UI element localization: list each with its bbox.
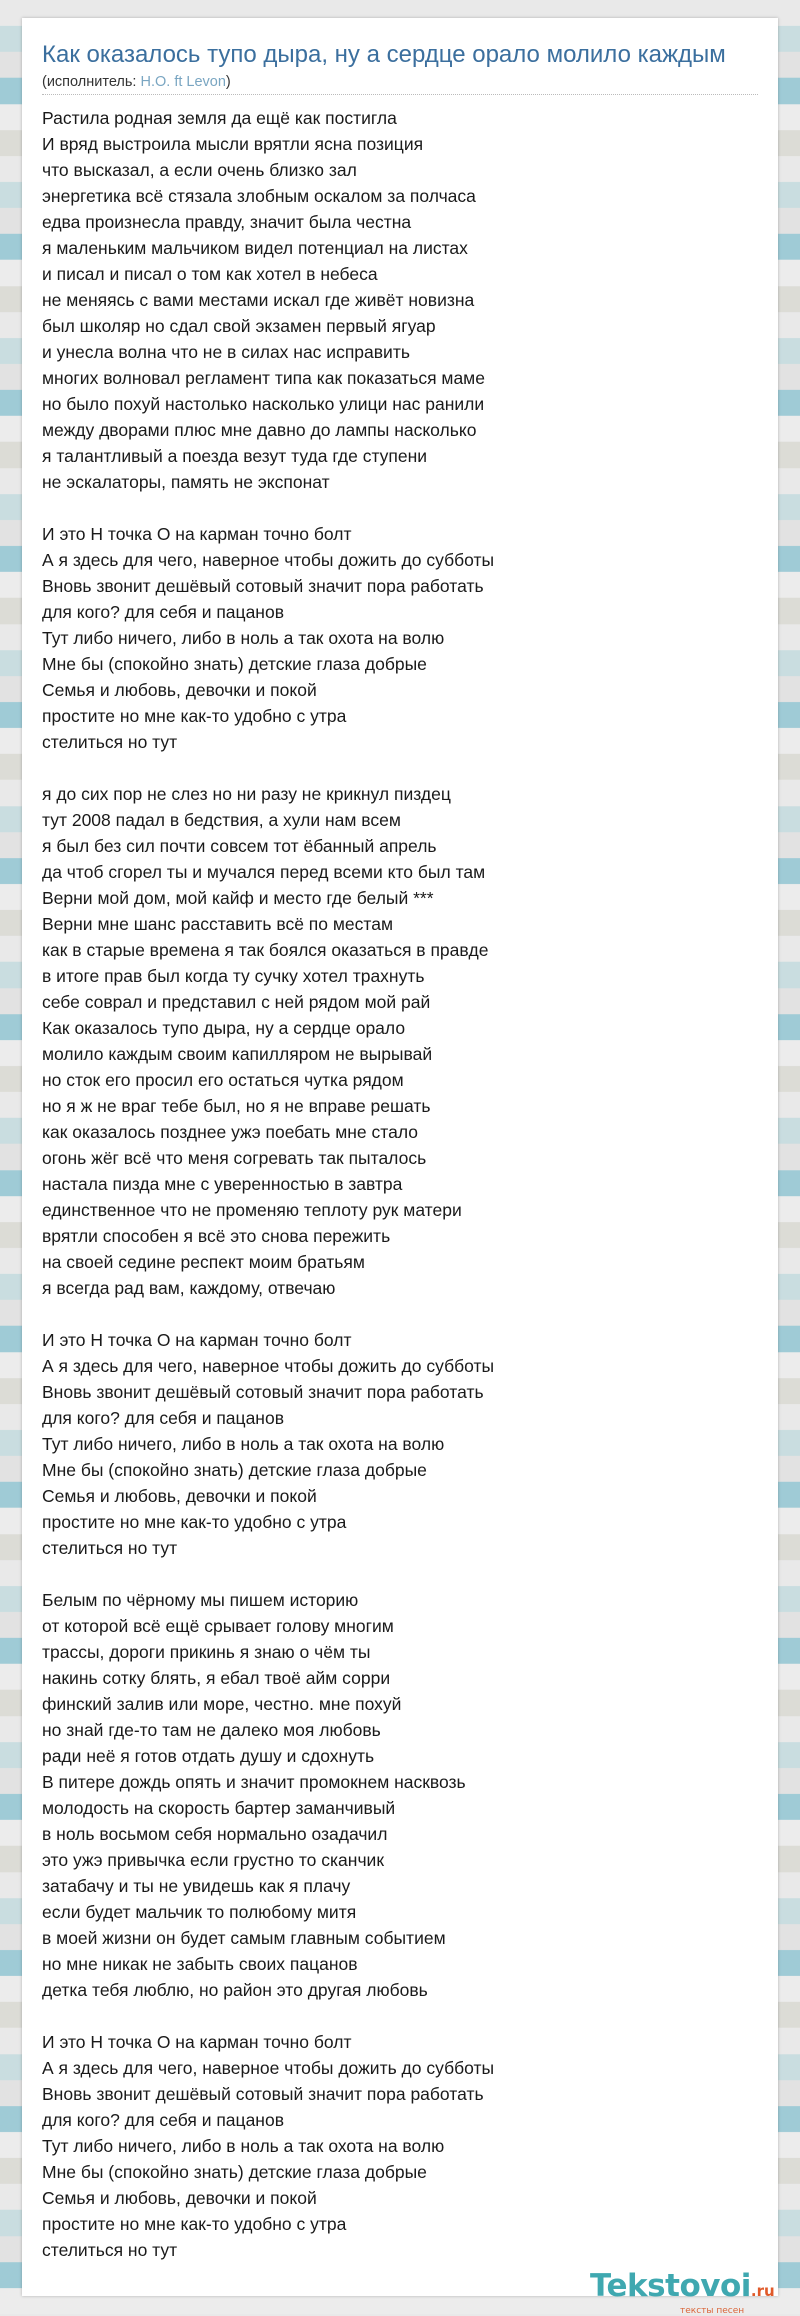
- lyric-line: и унесла волна что не в силах нас исправить: [42, 342, 410, 362]
- logo-tld: .ru: [750, 2282, 775, 2300]
- stanza-break: [42, 2003, 758, 2029]
- artist-suffix: ): [225, 74, 231, 90]
- lyric-line: детка тебя люблю, но район это другая любовь: [42, 1980, 428, 2000]
- artist-link[interactable]: H.O. ft Levon: [140, 74, 226, 90]
- lyric-line: стелиться но тут: [42, 1538, 178, 1558]
- lyric-line: но я ж не враг тебе был, но я не вправе решать: [42, 1096, 431, 1116]
- lyric-line: Мне бы (спокойно знать) детские глаза добрые: [42, 654, 427, 674]
- lyrics-body: [42, 105, 758, 2263]
- lyric-line: Семья и любовь, девочки и покой: [42, 2188, 317, 2208]
- site-logo[interactable]: [590, 2268, 775, 2316]
- lyric-line: тут 2008 падал в бедствия, а хули нам всем: [42, 810, 401, 830]
- lyric-line: Верни мне шанс расставить всё по местам: [42, 914, 393, 934]
- lyric-line: Семья и любовь, девочки и покой: [42, 680, 317, 700]
- lyric-line: едва произнесла правду, значит была честна: [42, 212, 412, 232]
- lyric-line: Как оказалось тупо дыра, ну а сердце орало: [42, 1018, 406, 1038]
- artist-line: [42, 73, 758, 95]
- lyric-line: в итоге прав был когда ту сучку хотел трахнуть: [42, 966, 425, 986]
- lyric-line: для кого? для себя и пацанов: [42, 602, 284, 622]
- lyric-line: был школяр но сдал свой экзамен первый ягуар: [42, 316, 436, 336]
- lyric-line: И вряд выстроила мысли врятли ясна позиция: [42, 134, 424, 154]
- lyric-line: как в старые времена я так боялся оказаться в правде: [42, 940, 489, 960]
- lyric-line: Мне бы (спокойно знать) детские глаза добрые: [42, 2162, 427, 2182]
- lyric-line: накинь сотку блять, я ебал твоё айм сорри: [42, 1668, 391, 1688]
- lyric-line: Вновь звонит дешёвый сотовый значит пора работать: [42, 576, 484, 596]
- lyric-line: простите но мне как-то удобно с утра: [42, 706, 347, 726]
- lyric-line: в моей жизни он будет самым главным событием: [42, 1928, 446, 1948]
- lyric-line: В питере дождь опять и значит промокнем насквозь: [42, 1772, 466, 1792]
- lyric-line: но мне никак не забыть своих пацанов: [42, 1954, 358, 1974]
- lyric-line: молодость на скорость бартер заманчивый: [42, 1798, 396, 1818]
- stanza-break: [42, 755, 758, 781]
- lyric-line: простите но мне как-то удобно с утра: [42, 1512, 347, 1532]
- lyric-line: стелиться но тут: [42, 2240, 178, 2260]
- lyric-line: молило каждым своим капилляром не вырывай: [42, 1044, 433, 1064]
- logo-main: Tekstovoi: [590, 2268, 751, 2304]
- stanza-break: [42, 1561, 758, 1587]
- lyric-line: Верни мой дом, мой кайф и место где белый ***: [42, 888, 434, 908]
- lyric-line: это ужэ привычка если грустно то сканчик: [42, 1850, 384, 1870]
- lyric-line: я был без сил почти совсем тот ёбанный апрель: [42, 836, 437, 856]
- lyric-line: Растила родная земля да ещё как постигла: [42, 108, 397, 128]
- lyric-line: огонь жёг всё что меня согревать так пыталось: [42, 1148, 427, 1168]
- lyric-line: А я здесь для чего, наверное чтобы дожить до субботы: [42, 2058, 495, 2078]
- lyric-line: Вновь звонит дешёвый сотовый значит пора работать: [42, 1382, 484, 1402]
- lyric-line: не эскалаторы, память не экспонат: [42, 472, 330, 492]
- logo-subtitle: тексты песен: [680, 2306, 745, 2316]
- lyric-line: я маленьким мальчиком видел потенциал на листах: [42, 238, 468, 258]
- lyric-line: Тут либо ничего, либо в ноль а так охота на волю: [42, 2136, 445, 2156]
- lyric-line: А я здесь для чего, наверное чтобы дожить до субботы: [42, 1356, 495, 1376]
- lyric-line: и писал и писал о том как хотел в небеса: [42, 264, 378, 284]
- lyric-line: между дворами плюс мне давно до лампы насколько: [42, 420, 477, 440]
- lyric-line: Тут либо ничего, либо в ноль а так охота на волю: [42, 1434, 445, 1454]
- artist-prefix: (исполнитель:: [42, 74, 141, 90]
- lyric-line: ради неё я готов отдать душу и сдохнуть: [42, 1746, 375, 1766]
- lyric-line: не меняясь с вами местами искал где живёт новизна: [42, 290, 475, 310]
- lyric-line: Мне бы (спокойно знать) детские глаза добрые: [42, 1460, 427, 1480]
- lyric-line: И это Н точка О на карман точно болт: [42, 1330, 352, 1350]
- lyric-line: для кого? для себя и пацанов: [42, 1408, 284, 1428]
- stanza-break: [42, 1301, 758, 1327]
- lyric-line: единственное что не променяю теплоту рук матери: [42, 1200, 462, 1220]
- lyric-line: я талантливый а поезда везут туда где ступени: [42, 446, 428, 466]
- lyric-line: И это Н точка О на карман точно болт: [42, 524, 352, 544]
- lyric-line: но сток его просил его остаться чутка рядом: [42, 1070, 404, 1090]
- lyric-line: если будет мальчик то полюбому митя: [42, 1902, 357, 1922]
- lyric-line: себе соврал и представил с ней рядом мой рай: [42, 992, 431, 1012]
- lyric-line: на своей седине респект моим братьям: [42, 1252, 365, 1272]
- lyric-line: как оказалось позднее ужэ поебать мне стало: [42, 1122, 418, 1142]
- lyric-line: да чтоб сгорел ты и мучался перед всеми кто был там: [42, 862, 486, 882]
- lyrics-card: [22, 18, 778, 2316]
- lyric-line: врятли способен я всё это снова пережить: [42, 1226, 391, 1246]
- lyric-line: от которой всё ещё срывает голову многим: [42, 1616, 394, 1636]
- lyric-line: финский залив или море, честно. мне похуй: [42, 1694, 402, 1714]
- lyric-line: трассы, дороги прикинь я знаю о чём ты: [42, 1642, 371, 1662]
- lyric-line: я всегда рад вам, каждому, отвечаю: [42, 1278, 336, 1298]
- song-title: Как оказалось тупо дыра, ну а сердце орало молило каждым: [42, 41, 726, 68]
- lyric-line: затабачу и ты не увидешь как я плачу: [42, 1876, 351, 1896]
- lyric-line: я до сих пор не слез но ни разу не крикнул пиздец: [42, 784, 451, 804]
- stanza-break: [42, 495, 758, 521]
- lyric-line: многих волновал регламент типа как показаться маме: [42, 368, 485, 388]
- lyric-line: Вновь звонит дешёвый сотовый значит пора работать: [42, 2084, 484, 2104]
- lyric-line: И это Н точка О на карман точно болт: [42, 2032, 352, 2052]
- lyric-line: простите но мне как-то удобно с утра: [42, 2214, 347, 2234]
- lyric-line: Семья и любовь, девочки и покой: [42, 1486, 317, 1506]
- lyric-line: в ноль восьмом себя нормально озадачил: [42, 1824, 388, 1844]
- lyric-line: энергетика всё стязала злобным оскалом за полчаса: [42, 186, 476, 206]
- lyric-line: А я здесь для чего, наверное чтобы дожить до субботы: [42, 550, 495, 570]
- lyric-line: Тут либо ничего, либо в ноль а так охота на волю: [42, 628, 445, 648]
- lyric-line: но знай где-то там не далеко моя любовь: [42, 1720, 381, 1740]
- lyric-line: стелиться но тут: [42, 732, 178, 752]
- lyric-line: но было похуй настолько насколько улици нас ранили: [42, 394, 485, 414]
- lyric-line: Белым по чёрному мы пишем историю: [42, 1590, 359, 1610]
- lyric-line: для кого? для себя и пацанов: [42, 2110, 284, 2130]
- lyric-line: что высказал, а если очень близко зал: [42, 160, 357, 180]
- lyric-line: настала пизда мне с уверенностью в завтра: [42, 1174, 403, 1194]
